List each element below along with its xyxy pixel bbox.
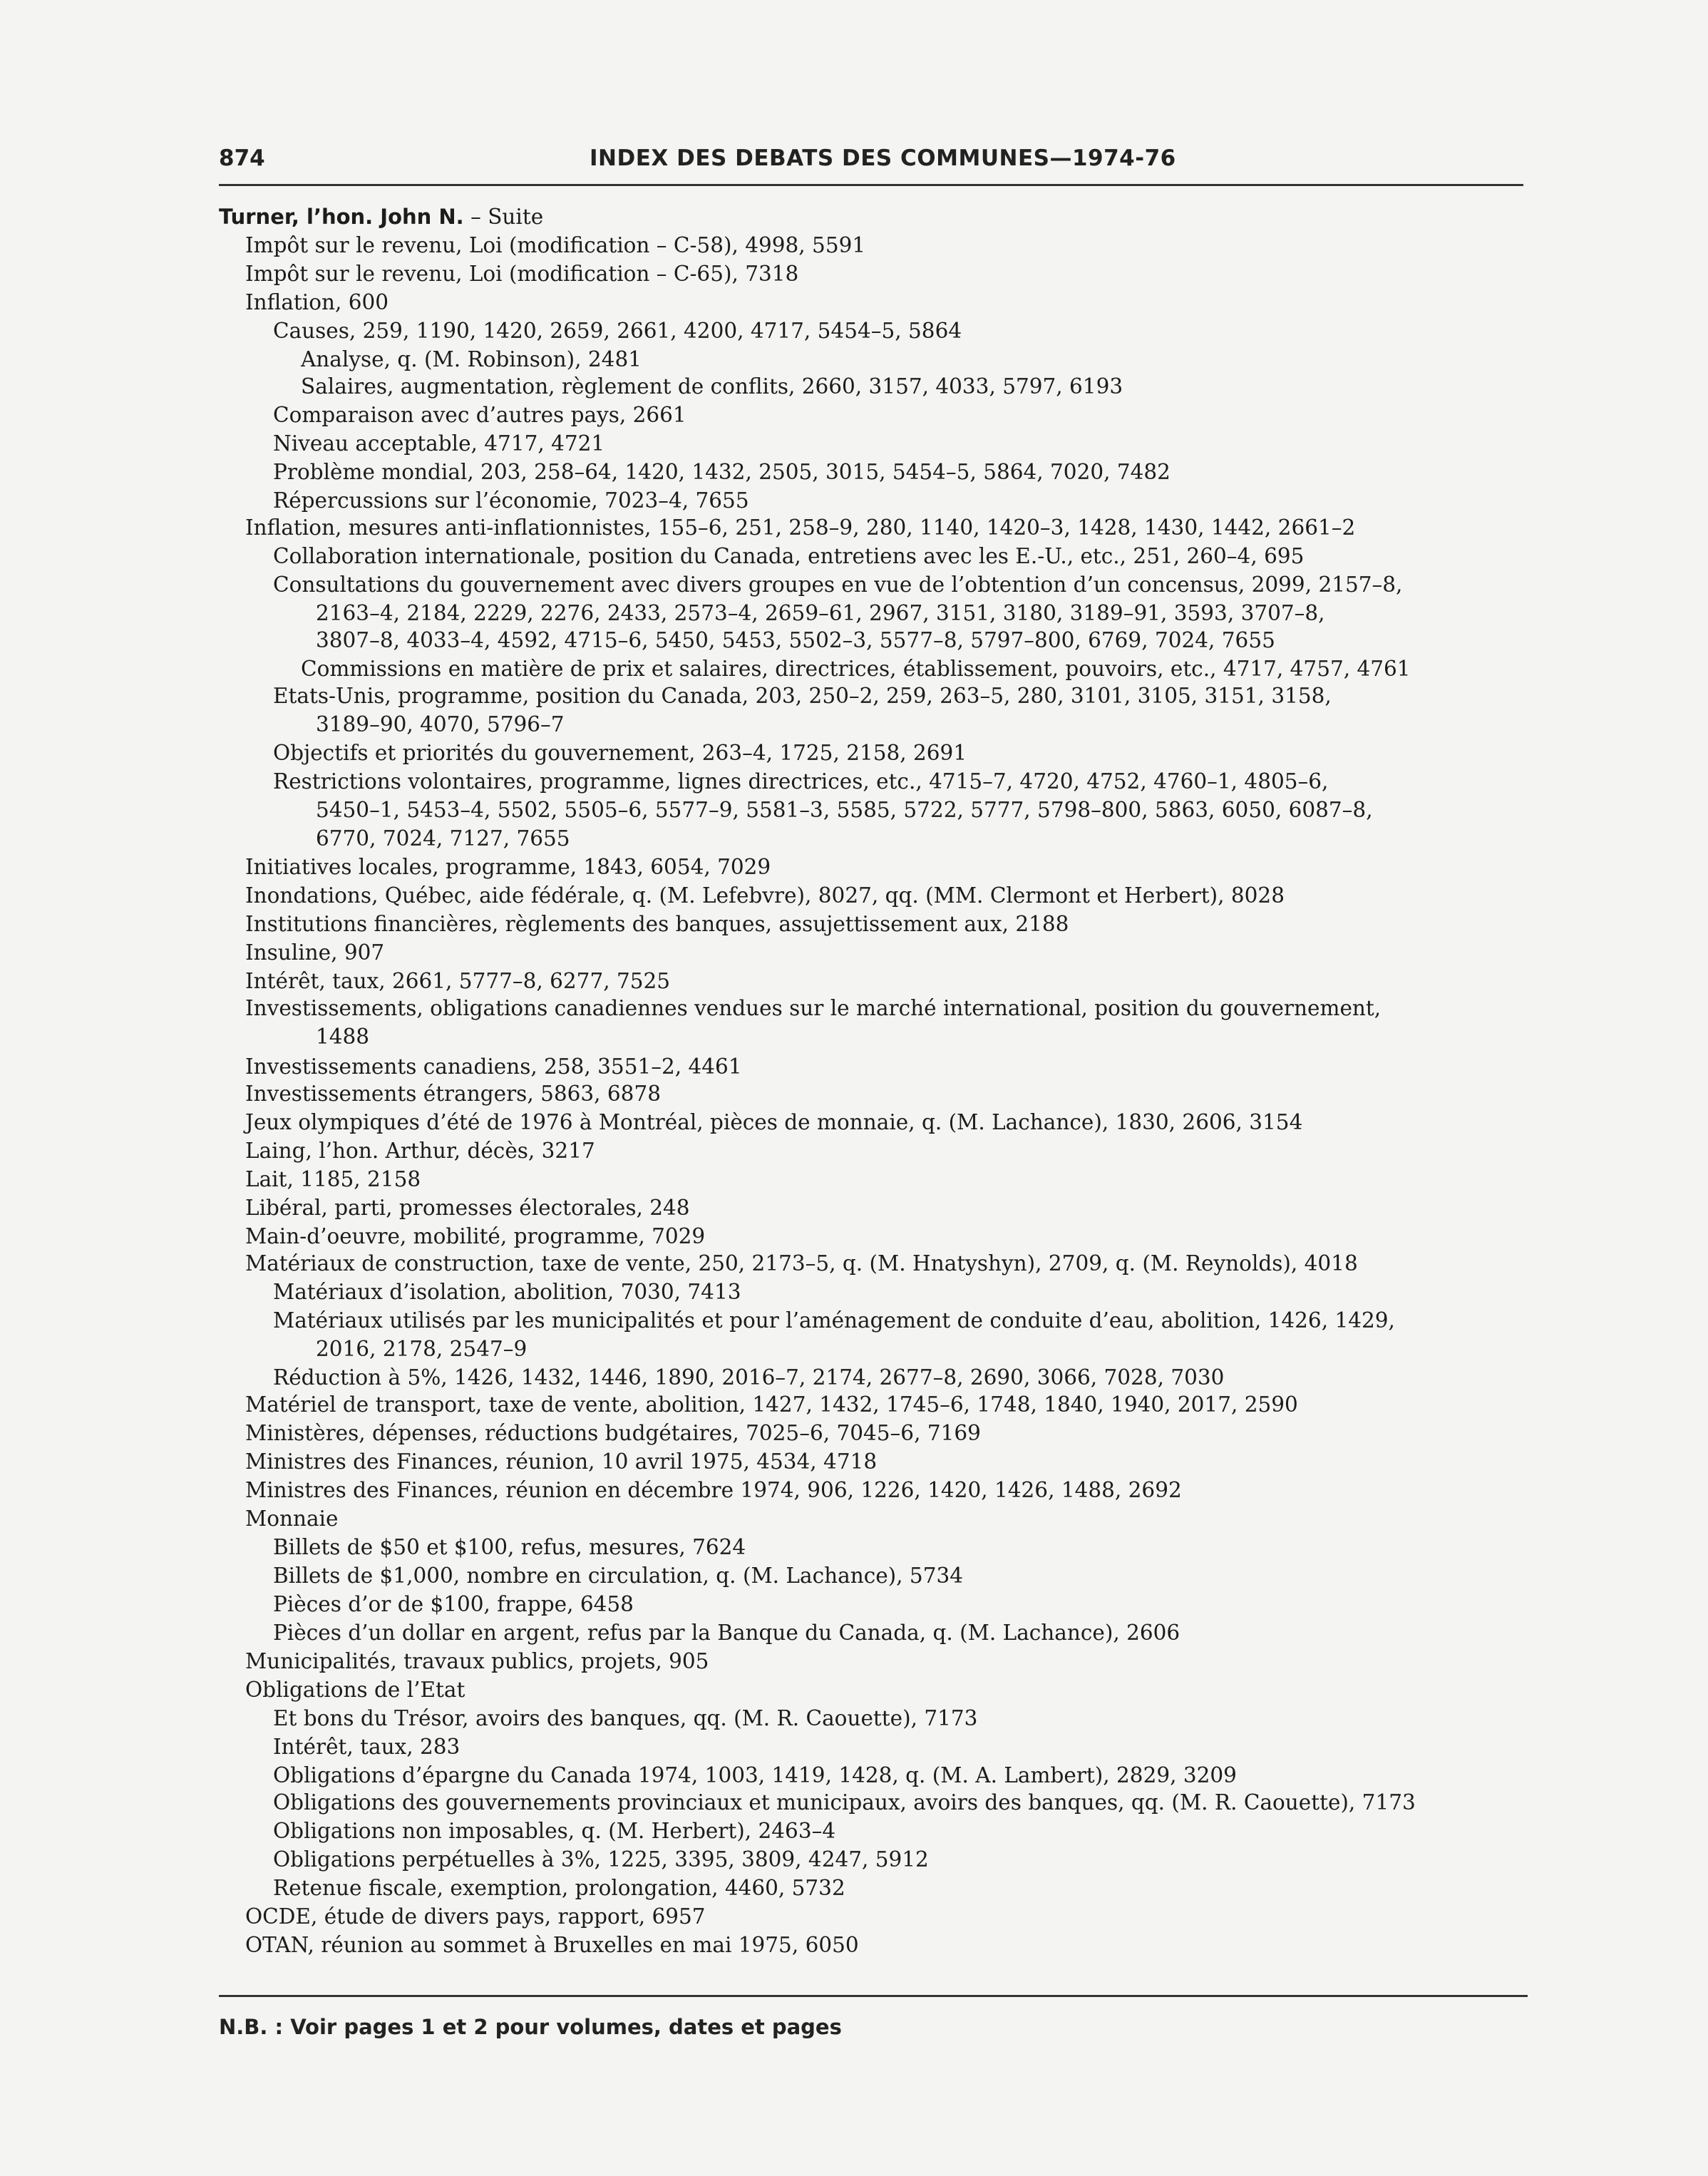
index-continuation: 1488 (316, 1025, 370, 1049)
index-entry: Laing, l’hon. Arthur, décès, 3217 (245, 1139, 595, 1163)
footer-rule (219, 1995, 1528, 1997)
index-subentry: Obligations d’épargne du Canada 1974, 1003, 1419, 1428, q. (M. A. Lambert), 2829, 3209 (273, 1763, 1237, 1787)
index-continuation: 2163–4, 2184, 2229, 2276, 2433, 2573–4, 2659–61, 2967, 3151, 3180, 3189–91, 3593, 3707–8, (316, 601, 1325, 625)
index-entry: Main-d’oeuvre, mobilité, programme, 7029 (245, 1224, 706, 1248)
index-subentry: Consultations du gouvernement avec divers groupes en vue de l’obtention d’un concensus, 2099, 2157–8, (273, 573, 1403, 597)
page-number: 874 (219, 145, 265, 171)
index-entry: Inflation, 600 (245, 290, 389, 314)
index-subentry: Obligations des gouvernements provinciaux et municipaux, avoirs des banques, qq. (M. R. Caouette), 7173 (273, 1790, 1416, 1815)
index-entry: Intérêt, taux, 2661, 5777–8, 6277, 7525 (245, 969, 671, 993)
index-subentry: Objectifs et priorités du gouvernement, 263–4, 1725, 2158, 2691 (273, 741, 967, 765)
index-subentry: Intérêt, taux, 283 (273, 1735, 461, 1759)
index-entry: Obligations de l’Etat (245, 1678, 465, 1702)
index-subentry: Matériaux utilisés par les municipalités et pour l’aménagement de conduite d’eau, abolition, 1426, 1429, (273, 1308, 1395, 1333)
index-subentry: Répercussions sur l’économie, 7023–4, 7655 (273, 488, 749, 513)
index-continuation: 3807–8, 4033–4, 4592, 4715–6, 5450, 5453, 5502–3, 5577–8, 5797–800, 6769, 7024, 7655 (316, 628, 1275, 652)
index-continuation: 6770, 7024, 7127, 7655 (316, 826, 570, 851)
page-header (219, 140, 1523, 183)
index-subentry: Billets de $1,000, nombre en circulation, q. (M. Lachance), 5734 (273, 1564, 964, 1588)
index-entry: Investissements étrangers, 5863, 6878 (245, 1082, 661, 1106)
index-entry: Monnaie (245, 1507, 339, 1531)
index-entry: Institutions financières, règlements des banques, assujettissement aux, 2188 (245, 912, 1069, 936)
index-subentry: Salaires, augmentation, règlement de conflits, 2660, 3157, 4033, 5797, 6193 (301, 374, 1123, 399)
footer-note: N.B. : Voir pages 1 et 2 pour volumes, dates et pages (219, 2015, 842, 2039)
index-entry: Impôt sur le revenu, Loi (modification – C-65), 7318 (245, 262, 799, 286)
index-subentry: Niveau acceptable, 4717, 4721 (273, 431, 605, 456)
index-entry: Ministres des Finances, réunion, 10 avril 1975, 4534, 4718 (245, 1449, 878, 1474)
index-subentry: Collaboration internationale, position du Canada, entretiens avec les E.-U., etc., 251, 260–4, 695 (273, 544, 1305, 568)
index-subentry: Commissions en matière de prix et salaires, directrices, établissement, pouvoirs, etc., 4717, 4757, 4761 (301, 657, 1411, 681)
index-entry: Inondations, Québec, aide fédérale, q. (M. Lefebvre), 8027, qq. (MM. Clermont et Herbert), 8028 (245, 883, 1285, 908)
index-entry: Matériaux de construction, taxe de vente, 250, 2173–5, q. (M. Hnatyshyn), 2709, q. (M. Reynolds), 4018 (245, 1251, 1358, 1276)
index-subentry: Obligations perpétuelles à 3%, 1225, 3395, 3809, 4247, 5912 (273, 1847, 929, 1872)
index-entry: Initiatives locales, programme, 1843, 6054, 7029 (245, 855, 771, 879)
index-entry: Lait, 1185, 2158 (245, 1167, 421, 1191)
index-heading (219, 202, 543, 231)
index-entry: Ministères, dépenses, réductions budgétaires, 7025–6, 7045–6, 7169 (245, 1421, 981, 1445)
index-subentry: Pièces d’un dollar en argent, refus par la Banque du Canada, q. (M. Lachance), 2606 (273, 1621, 1180, 1645)
index-subentry: Obligations non imposables, q. (M. Herbert), 2463–4 (273, 1819, 836, 1843)
index-subentry: Problème mondial, 203, 258–64, 1420, 1432, 2505, 3015, 5454–5, 5864, 7020, 7482 (273, 460, 1171, 484)
page-title: INDEX DES DEBATS DES COMMUNES—1974-76 (590, 145, 1176, 171)
index-continuation: 5450–1, 5453–4, 5502, 5505–6, 5577–9, 5581–3, 5585, 5722, 5777, 5798–800, 5863, 6050, 6087–8, (316, 798, 1373, 822)
index-entry: Investissements canadiens, 258, 3551–2, 4461 (245, 1054, 742, 1079)
index-subentry: Billets de $50 et $100, refus, mesures, 7624 (273, 1535, 746, 1559)
index-subentry: Et bons du Trésor, avoirs des banques, qq. (M. R. Caouette), 7173 (273, 1706, 978, 1730)
index-entry: Jeux olympiques d’été de 1976 à Montréal, pièces de monnaie, q. (M. Lachance), 1830, 2606, 3154 (245, 1110, 1303, 1134)
index-entry: Inflation, mesures anti-inflationnistes, 155–6, 251, 258–9, 280, 1140, 1420–3, 1428, 1430, 1442, 2661–2 (245, 515, 1356, 540)
index-continuation: 3189–90, 4070, 5796–7 (316, 712, 565, 737)
index-entry: Impôt sur le revenu, Loi (modification – C-58), 4998, 5591 (245, 233, 866, 257)
heading-name: Turner, l’hon. John N. (219, 205, 464, 229)
index-entry: Matériel de transport, taxe de vente, abolition, 1427, 1432, 1745–6, 1748, 1840, 1940, 2017, 2590 (245, 1392, 1298, 1417)
header-rule (219, 184, 1523, 186)
index-subentry: Pièces d’or de $100, frappe, 6458 (273, 1592, 634, 1616)
index-entry: OCDE, étude de divers pays, rapport, 6957 (245, 1904, 706, 1929)
index-entry: Ministres des Finances, réunion en décembre 1974, 906, 1226, 1420, 1426, 1488, 2692 (245, 1478, 1182, 1502)
index-subentry: Retenue fiscale, exemption, prolongation, 4460, 5732 (273, 1876, 845, 1900)
index-subentry: Analyse, q. (M. Robinson), 2481 (301, 347, 642, 371)
index-subentry: Restrictions volontaires, programme, lignes directrices, etc., 4715–7, 4720, 4752, 4760–1, 4805–6, (273, 769, 1329, 794)
index-entry: OTAN, réunion au sommet à Bruxelles en mai 1975, 6050 (245, 1933, 859, 1957)
index-subentry: Comparaison avec d’autres pays, 2661 (273, 403, 686, 427)
index-subentry: Causes, 259, 1190, 1420, 2659, 2661, 4200, 4717, 5454–5, 5864 (273, 319, 962, 343)
index-subentry: Réduction à 5%, 1426, 1432, 1446, 1890, 2016–7, 2174, 2677–8, 2690, 3066, 7028, 7030 (273, 1365, 1225, 1390)
heading-suffix: – Suite (463, 205, 544, 229)
index-subentry: Matériaux d’isolation, abolition, 7030, 7413 (273, 1280, 741, 1304)
index-entry: Insuline, 907 (245, 940, 385, 965)
index-continuation: 2016, 2178, 2547–9 (316, 1337, 528, 1361)
index-entry: Libéral, parti, promesses électorales, 248 (245, 1196, 690, 1220)
index-entry: Municipalités, travaux publics, projets, 905 (245, 1649, 709, 1673)
index-entry: Investissements, obligations canadiennes vendues sur le marché international, position du gouvernement, (245, 996, 1382, 1020)
index-subentry: Etats-Unis, programme, position du Canada, 203, 250–2, 259, 263–5, 280, 3101, 3105, 3151, 3158, (273, 684, 1332, 708)
